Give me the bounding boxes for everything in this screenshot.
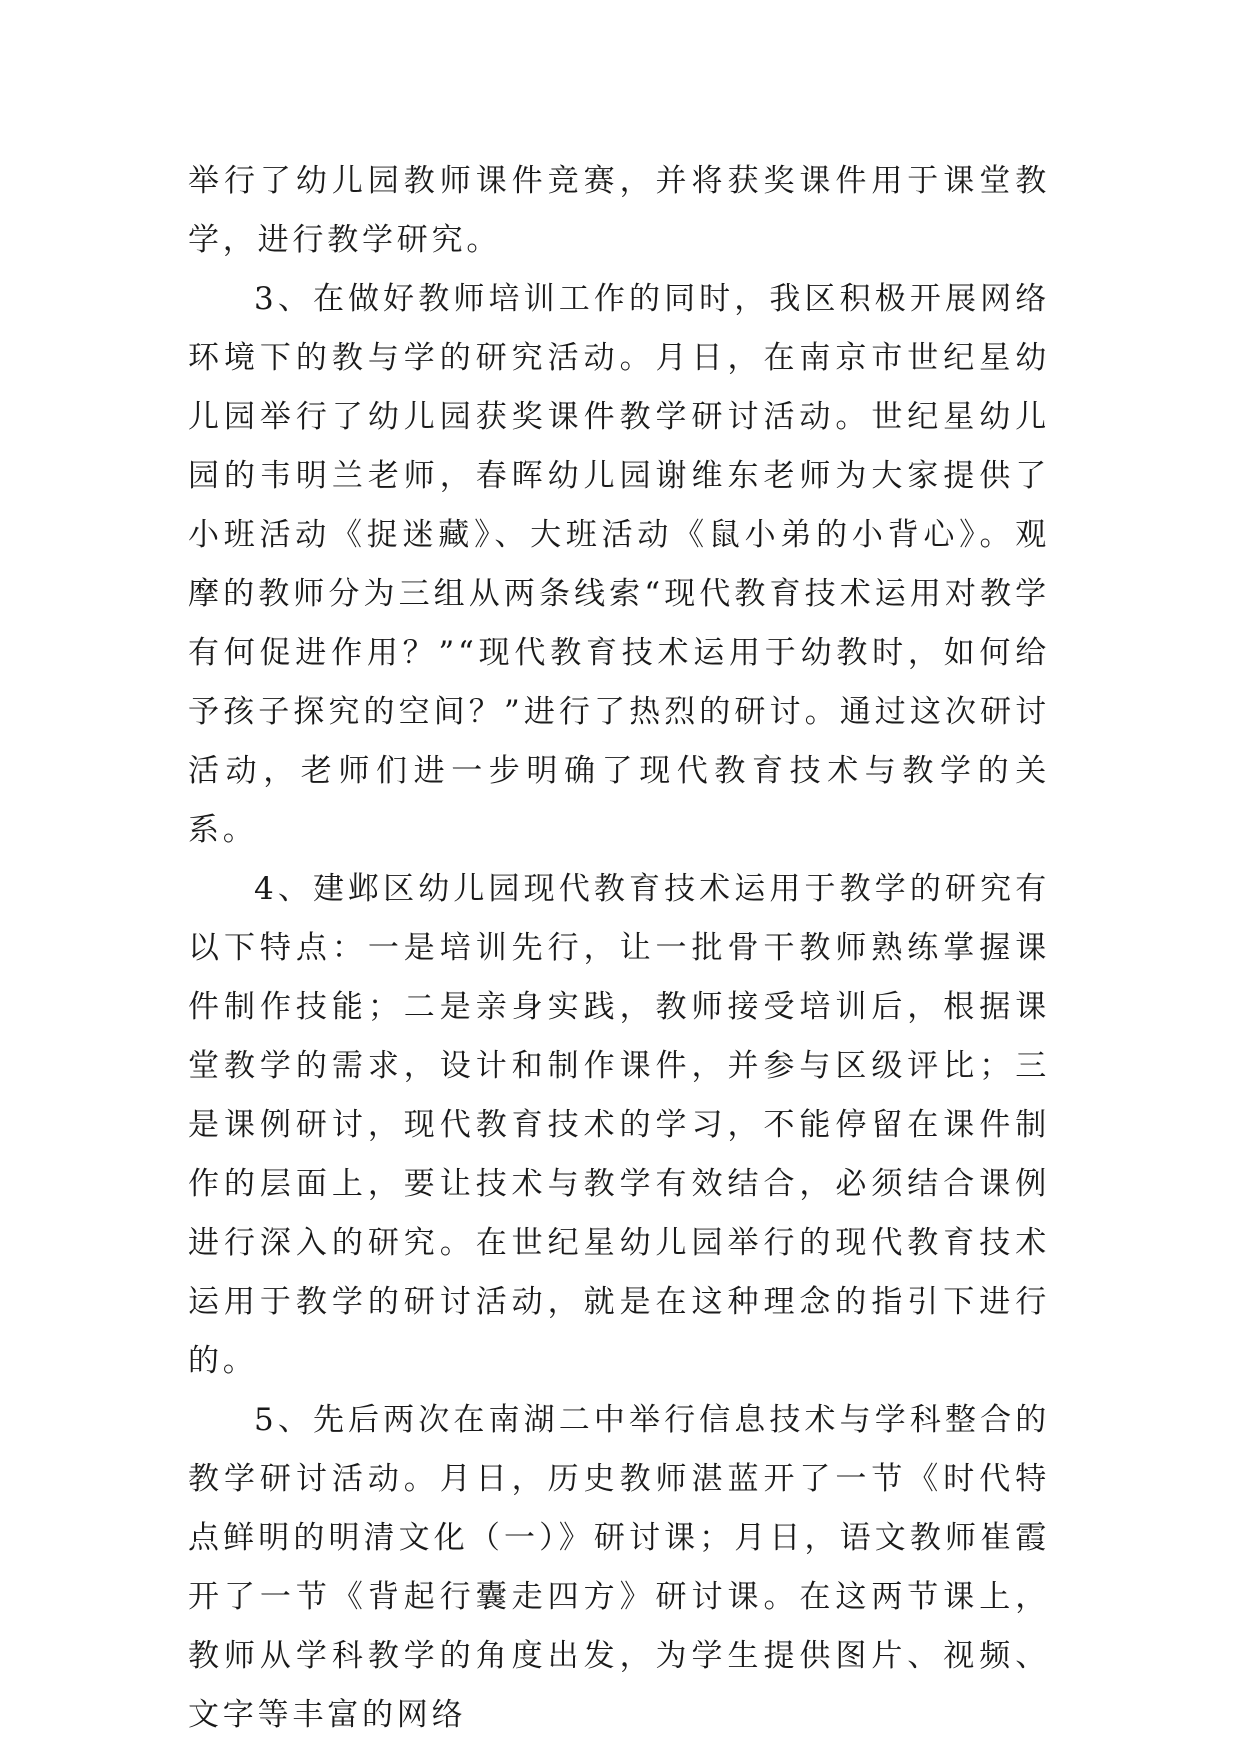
- paragraph-continued: 举行了幼儿园教师课件竞赛，并将获奖课件用于课堂教学，进行教学研究。: [188, 163, 1050, 258]
- paragraph-item-5: 5、先后两次在南湖二中举行信息技术与学科整合的教学研讨活动。月日，历史教师湛蓝开了一节《时代特点鲜明的明清文化（一）》研讨课；月日，语文教师崔霞开了一节《背起行囊走四方》研讨课。在这两节课上，教师从学科教学的角度出发，为学生提供图片、视频、文字等丰富的网络: [188, 1402, 1050, 1733]
- paragraph-item-3: 3、在做好教师培训工作的同时，我区积极开展网络环境下的教与学的研究活动。月日，在南京市世纪星幼儿园举行了幼儿园获奖课件教学研讨活动。世纪星幼儿园的韦明兰老师，春晖幼儿园谢维东老师为大家提供了小班活动《捉迷藏》、大班活动《鼠小弟的小背心》。观摩的教师分为三组从两条线索“现代教育技术运用对教学有何促进作用？”“现代教育技术运用于幼教时，如何给予孩子探究的空间？”进行了热烈的研讨。通过这次研讨活动，老师们进一步明确了现代教育技术与教学的关系。: [188, 281, 1050, 848]
- document-body: [188, 152, 1050, 1745]
- paragraph-item-4: 4、建邺区幼儿园现代教育技术运用于教学的研究有以下特点：一是培训先行，让一批骨干教师熟练掌握课件制作技能；二是亲身实践，教师接受培训后，根据课堂教学的需求，设计和制作课件，并参与区级评比；三是课例研讨，现代教育技术的学习，不能停留在课件制作的层面上，要让技术与教学有效结合，必须结合课例进行深入的研究。在世纪星幼儿园举行的现代教育技术运用于教学的研讨活动，就是在这种理念的指引下进行的。: [188, 871, 1050, 1379]
